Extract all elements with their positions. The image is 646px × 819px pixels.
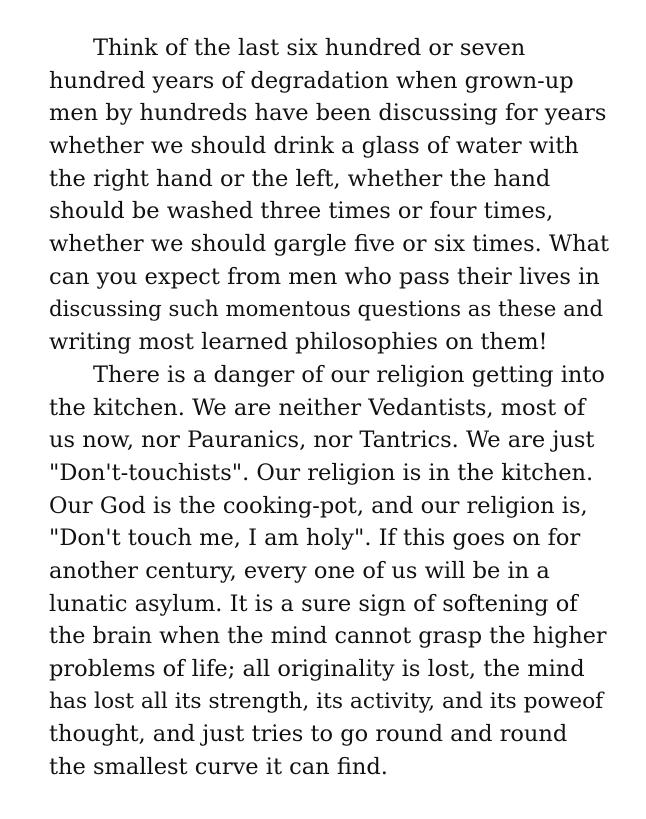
text-line: hundred years of degradation when grown-up: [49, 67, 574, 94]
text-line: the brain when the mind cannot grasp the higher: [49, 623, 607, 650]
text-line: the right hand or the left, whether the hand: [49, 165, 551, 192]
text-line: can you expect from men who pass their lives in: [49, 263, 600, 290]
text-line: has lost all its strength, its activity, and its poweof: [49, 688, 604, 714]
paragraph-2: [49, 359, 609, 784]
text-line: the kitchen. We are neither Vedantists, most of: [49, 394, 586, 421]
text-line: writing most learned philosophies on them!: [49, 329, 548, 356]
text-line: There is a danger of our religion getting into: [93, 361, 605, 388]
text-line: Think of the last six hundred or seven: [93, 35, 526, 61]
text-line: men by hundreds have been discussing for years: [49, 100, 607, 127]
text-line: whether we should gargle five or six times. What: [49, 231, 610, 258]
text-line: "Don't-touchists". Our religion is in the kitchen.: [49, 459, 594, 486]
text-line: us now, nor Pauranics, nor Tantrics. We are just: [49, 427, 595, 454]
text-line: the smallest curve it can find.: [49, 754, 388, 781]
text-line: lunatic asylum. It is a sure sign of softening of: [49, 590, 578, 617]
text-line: Our God is the cooking-pot, and our religion is,: [49, 492, 588, 519]
text-line: should be washed three times or four times,: [49, 198, 554, 225]
document-text: [49, 32, 609, 784]
text-line: "Don't touch me, I am holy". If this goes on for: [49, 525, 581, 552]
text-line: discussing such momentous questions as these and: [49, 296, 604, 322]
text-line: whether we should drink a glass of water with: [49, 133, 579, 160]
text-line: another century, every one of us will be in a: [49, 558, 550, 584]
paragraph-1: [49, 32, 609, 359]
text-line: problems of life; all originality is lost, the mind: [49, 656, 585, 683]
text-line: thought, and just tries to go round and round: [49, 721, 568, 748]
